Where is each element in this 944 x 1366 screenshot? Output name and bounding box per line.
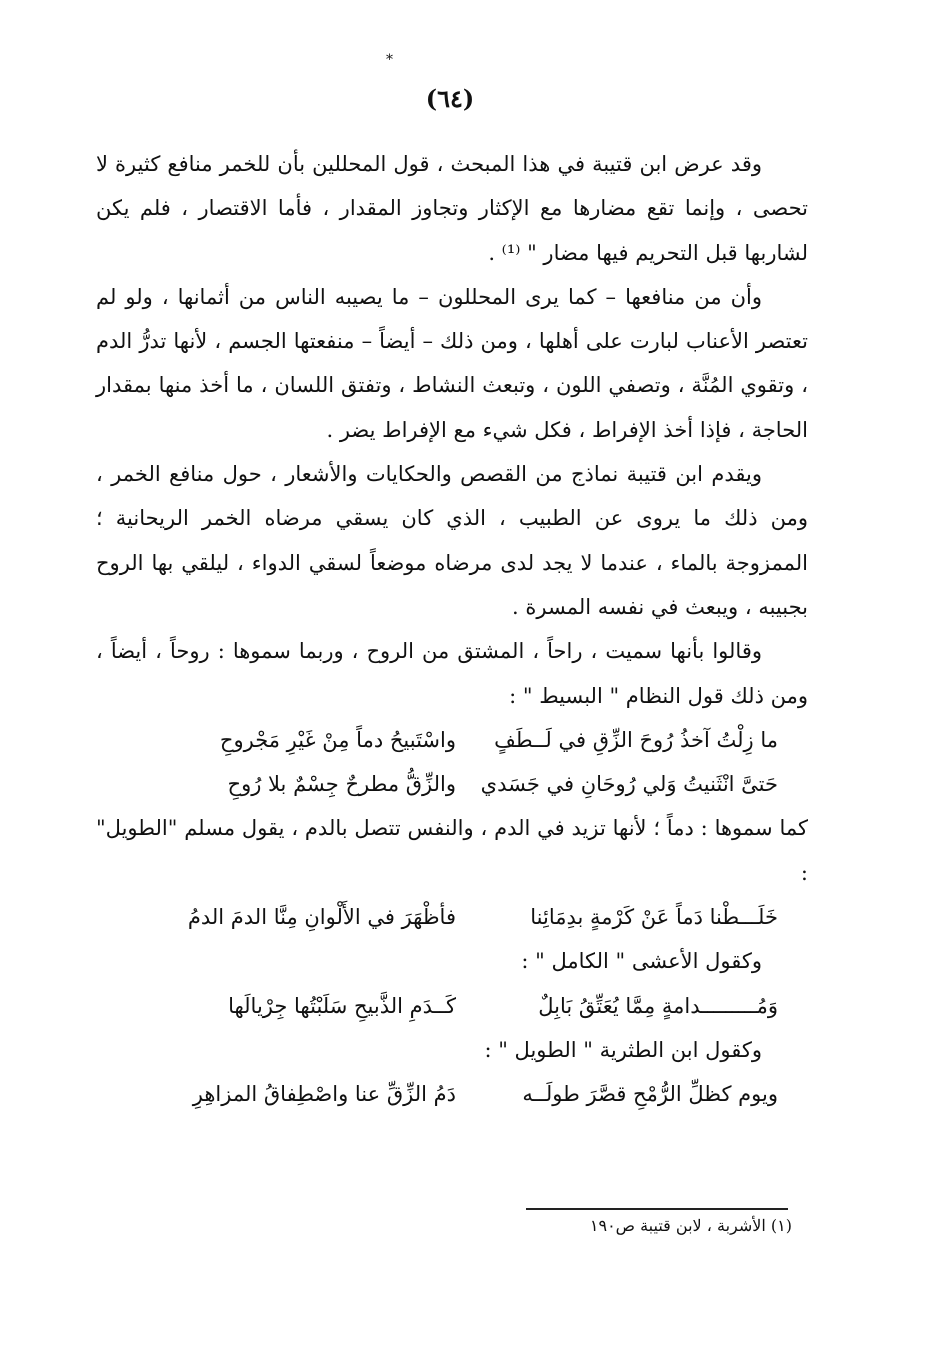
verse-5-second-hemistich: دَمُ الزِّقِّ عنا واصْطِفاقُ المزاهِرِ [192,1082,456,1107]
page-body [96,142,808,1117]
verse-2-second-hemistich: والزِّقُّ مطرحٌ جِسْمٌ بلا رُوحِ [227,772,456,797]
footnote-divider [526,1208,788,1210]
verse-2-first-hemistich: حَتىَّ انْثَنيتُ وَلي رُوحَانِ في جَسَدي [480,772,778,797]
paragraph-7: وكقول ابن الطثرية " الطويل " : [484,1037,762,1062]
verse-4-first-hemistich: وَمُـــــــــدامةٍ مِمَّا يُعَتِّقُ بَابِلٌ [538,993,778,1018]
paragraph-5: كما سموها : دماً ؛ لأنها تزيد في الدم ، والنفس تتصل بالدم ، يقول مسلم "الطويل" : [96,816,808,885]
paragraph-3: ويقدم ابن قتيبة نماذج من القصص والحكايات والأشعار ، حول منافع الخمر ، ومن ذلك ما يروى عن الطبيب ، الذي كان يسقي مرضاه الخمر الريحانية ؛ الممزوجة بالماء ، عندما لا يجد لدى مرضاه موضعاً لسقي الدواء ، ليلقي بها الروح بجبيبه ، ويبعث في نفسه المسرة . [96,462,808,619]
footnote: (١) الأشربة ، لابن قتيبة ص١٩٠ [589,1216,792,1235]
paragraph-4: وقالوا بأنها سميت ، راحاً ، المشتق من الروح ، وربما سموها : روحاً ، أيضاً ، ومن ذلك قول النظام " البسيط " : [96,639,808,708]
page-number: (٦٤) [425,84,475,113]
paragraph-1: وقد عرض ابن قتيبة في هذا المبحث ، قول المحللين بأن للخمر منافع كثيرة لا تحصى ، وإنما تقع مضارها مع الإكثار وتجاوز المقدار ، فأما الاقتصار ، فلم يكن لشاربها قبل التحريم فيها مضار " ⁽¹⁾ . [96,152,808,265]
verse-3-second-hemistich: فأظْهَرَ في الأَلْوانِ مِنَّا الدمَ الدمُ [187,905,456,930]
verse-line-2 [96,762,808,806]
verse-5-first-hemistich: ويوم كظلِّ الرُّمْحِ قصَّرَ طولَــه [522,1082,778,1107]
verse-1-first-hemistich: ما زِلْتُ آخذُ رُوحَ الزِّقِ في لَــطَفٍ [494,727,778,752]
verse-line-4 [96,984,808,1028]
verse-4-second-hemistich: كَــدَمِ الذَّبيحِ سَلَبْتُها جِرْيالَها [228,993,456,1018]
paragraph-2: وأن من منافعها – كما يرى المحللون – ما يصيبه الناس من أثمانها ، ولو لم تعتصر الأعناب لبارت على أهلها ، ومن ذلك – أيضاً – منفعتها الجسم ، لأنها تدرُّ الدم ، وتقوي المُنَّة ، وتصفي اللون ، وتبعث النشاط ، وتفتق اللسان ، ما أخذ منها بمقدار الحاجة ، فإذا أخذ الإفراط ، فكل شيء مع الإفراط يضر . [96,284,808,442]
verse-line-1 [96,718,808,762]
verse-3-first-hemistich: خَلَـــطْنا دَماً عَنْ كَرْمةٍ بدِمَائِنا [530,905,778,930]
verse-line-5 [96,1072,808,1116]
paragraph-6: وكقول الأعشى " الكامل " : [521,949,762,974]
verse-line-3 [96,895,808,939]
verse-1-second-hemistich: واسْتَبيحُ دماً مِنْ غَيْرِ مَجْروحِ [219,727,456,752]
page-mark: * [386,52,393,68]
